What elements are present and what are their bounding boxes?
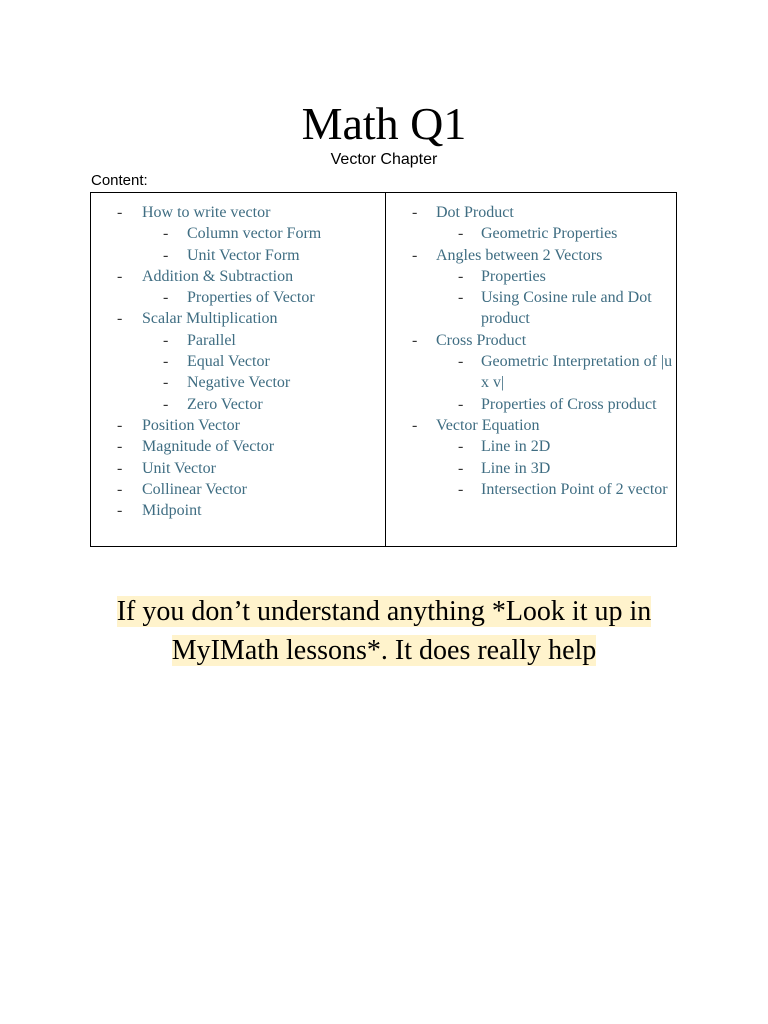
list-item bbox=[91, 500, 385, 521]
left-column bbox=[91, 202, 385, 521]
list-item-text: Properties bbox=[481, 267, 546, 285]
bullet-dash: - bbox=[458, 225, 464, 243]
list-item-text: Vector Equation bbox=[436, 416, 540, 434]
help-note bbox=[0, 592, 768, 670]
bullet-dash: - bbox=[458, 438, 464, 456]
bullet-dash: - bbox=[412, 416, 418, 434]
bullet-dash: - bbox=[412, 204, 418, 221]
list-item-text: Geometric Interpretation of |u x v| bbox=[481, 353, 673, 392]
content-label: Content: bbox=[91, 172, 148, 189]
list-item-text: Column vector Form bbox=[187, 225, 322, 243]
bullet-dash: - bbox=[163, 395, 169, 413]
list-item bbox=[386, 202, 676, 223]
list-item-text: How to write vector bbox=[142, 204, 271, 221]
bullet-dash: - bbox=[163, 225, 169, 243]
list-item-text: Line in 2D bbox=[481, 438, 551, 456]
bullet-dash: - bbox=[117, 438, 123, 456]
list-item bbox=[386, 287, 676, 330]
bullet-dash: - bbox=[458, 480, 464, 498]
right-column bbox=[386, 202, 676, 500]
bullet-dash: - bbox=[458, 289, 464, 307]
bullet-dash: - bbox=[163, 246, 169, 264]
bullet-dash: - bbox=[117, 310, 123, 328]
bullet-dash: - bbox=[117, 502, 123, 520]
list-item bbox=[386, 394, 676, 415]
list-item-text: Magnitude of Vector bbox=[142, 438, 275, 456]
bullet-dash: - bbox=[458, 267, 464, 285]
list-item bbox=[386, 351, 676, 394]
list-item-text: Geometric Properties bbox=[481, 225, 618, 243]
list-item bbox=[91, 415, 385, 436]
list-item bbox=[386, 245, 676, 266]
list-item bbox=[91, 436, 385, 457]
list-item-text: Angles between 2 Vectors bbox=[436, 246, 603, 264]
list-item bbox=[386, 266, 676, 287]
list-item bbox=[386, 458, 676, 479]
list-item bbox=[91, 202, 385, 223]
list-item-text: Cross Product bbox=[436, 331, 527, 349]
bullet-dash: - bbox=[117, 267, 123, 285]
bullet-dash: - bbox=[412, 246, 418, 264]
bullet-dash: - bbox=[117, 416, 123, 434]
list-item-text: Intersection Point of 2 vector bbox=[481, 480, 668, 498]
list-item bbox=[386, 223, 676, 244]
list-item bbox=[386, 479, 676, 500]
list-item-text: Unit Vector bbox=[142, 459, 216, 477]
list-item-text: Unit Vector Form bbox=[187, 246, 300, 264]
list-item-text: Collinear Vector bbox=[142, 480, 248, 498]
list-item bbox=[91, 394, 385, 415]
bullet-dash: - bbox=[163, 331, 169, 349]
list-item-text: Addition & Subtraction bbox=[142, 267, 294, 285]
page-title: Math Q1 bbox=[301, 98, 467, 149]
list-item bbox=[91, 351, 385, 372]
bullet-dash: - bbox=[458, 395, 464, 413]
list-item bbox=[91, 330, 385, 351]
help-note-line2: MyIMath lessons*. It does really help bbox=[171, 635, 597, 666]
list-item bbox=[386, 436, 676, 457]
bullet-dash: - bbox=[458, 459, 464, 477]
list-item-text: Dot Product bbox=[436, 204, 514, 221]
bullet-dash: - bbox=[163, 353, 169, 371]
list-item-text: Properties of Cross product bbox=[481, 395, 657, 413]
bullet-dash: - bbox=[163, 374, 169, 392]
list-item-text: Position Vector bbox=[142, 416, 240, 434]
list-item bbox=[91, 223, 385, 244]
page-subtitle: Vector Chapter bbox=[330, 151, 438, 168]
contents-table bbox=[90, 192, 677, 547]
bullet-dash: - bbox=[117, 480, 123, 498]
list-item-text: Parallel bbox=[187, 331, 236, 349]
bullet-dash: - bbox=[412, 331, 418, 349]
list-item bbox=[91, 372, 385, 393]
bullet-dash: - bbox=[117, 204, 123, 221]
list-item-text: Line in 3D bbox=[481, 459, 551, 477]
list-item bbox=[386, 330, 676, 351]
list-item-text: Scalar Multiplication bbox=[142, 310, 278, 328]
list-item bbox=[91, 287, 385, 308]
list-item bbox=[91, 458, 385, 479]
list-item-text: Negative Vector bbox=[187, 374, 291, 392]
bullet-dash: - bbox=[163, 289, 169, 307]
help-note-line1: If you don’t understand anything *Look it up in bbox=[116, 596, 652, 627]
list-item bbox=[91, 266, 385, 287]
bullet-dash: - bbox=[117, 459, 123, 477]
list-item-text: Properties of Vector bbox=[187, 289, 315, 307]
list-item bbox=[91, 308, 385, 329]
list-item-text: Equal Vector bbox=[187, 353, 270, 371]
list-item-text: Zero Vector bbox=[187, 395, 263, 413]
list-item-text: Midpoint bbox=[142, 502, 202, 520]
list-item bbox=[91, 479, 385, 500]
list-item bbox=[386, 415, 676, 436]
list-item bbox=[91, 245, 385, 266]
list-item-text: Using Cosine rule and Dot product bbox=[481, 289, 652, 328]
bullet-dash: - bbox=[458, 353, 464, 371]
